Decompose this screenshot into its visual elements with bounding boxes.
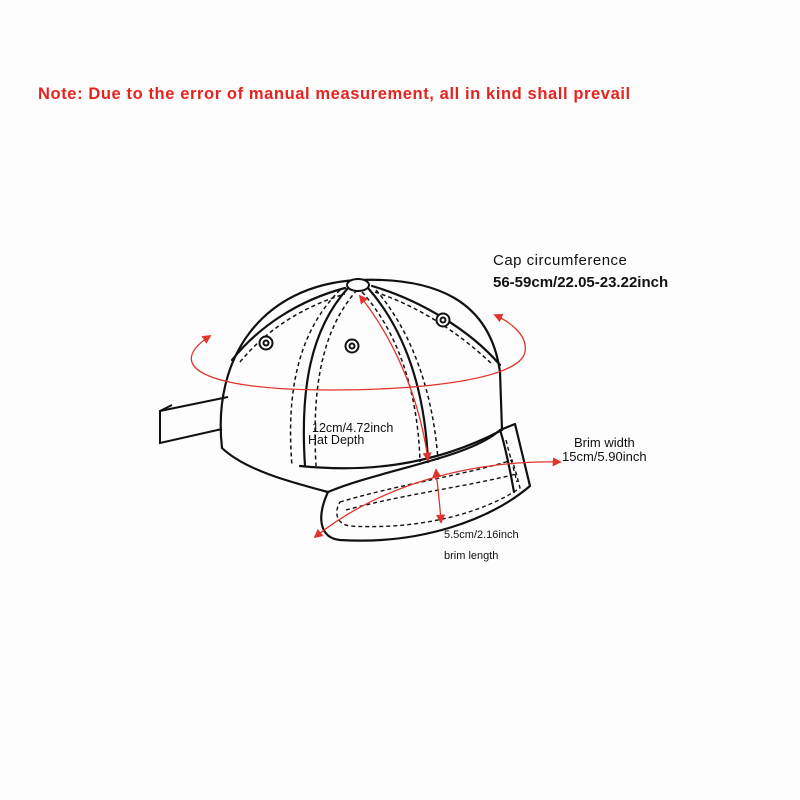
cap-seams — [232, 286, 500, 466]
circumference-title: Cap circumference — [493, 252, 628, 269]
depth-title: Hat Depth — [308, 433, 365, 447]
circumference-value: 56-59cm/22.05-23.22inch — [493, 274, 669, 291]
brim-length-value: 5.5cm/2.16inch — [444, 529, 519, 541]
cap-button — [347, 279, 369, 291]
brim-width-title: Brim width — [574, 435, 635, 450]
circumference-arrow — [191, 315, 525, 390]
measurement-note: Note: Due to the error of manual measurement, all in kind shall prevail — [38, 85, 631, 103]
cap-strap — [160, 397, 228, 443]
measurement-guides — [191, 296, 560, 537]
brim-length-title: brim length — [444, 550, 499, 562]
cap-stitching — [240, 290, 492, 466]
cap-crown — [221, 280, 502, 492]
brim-width-value: 15cm/5.90inch — [562, 449, 647, 464]
depth-value: 12cm/4.72inch — [312, 421, 394, 435]
